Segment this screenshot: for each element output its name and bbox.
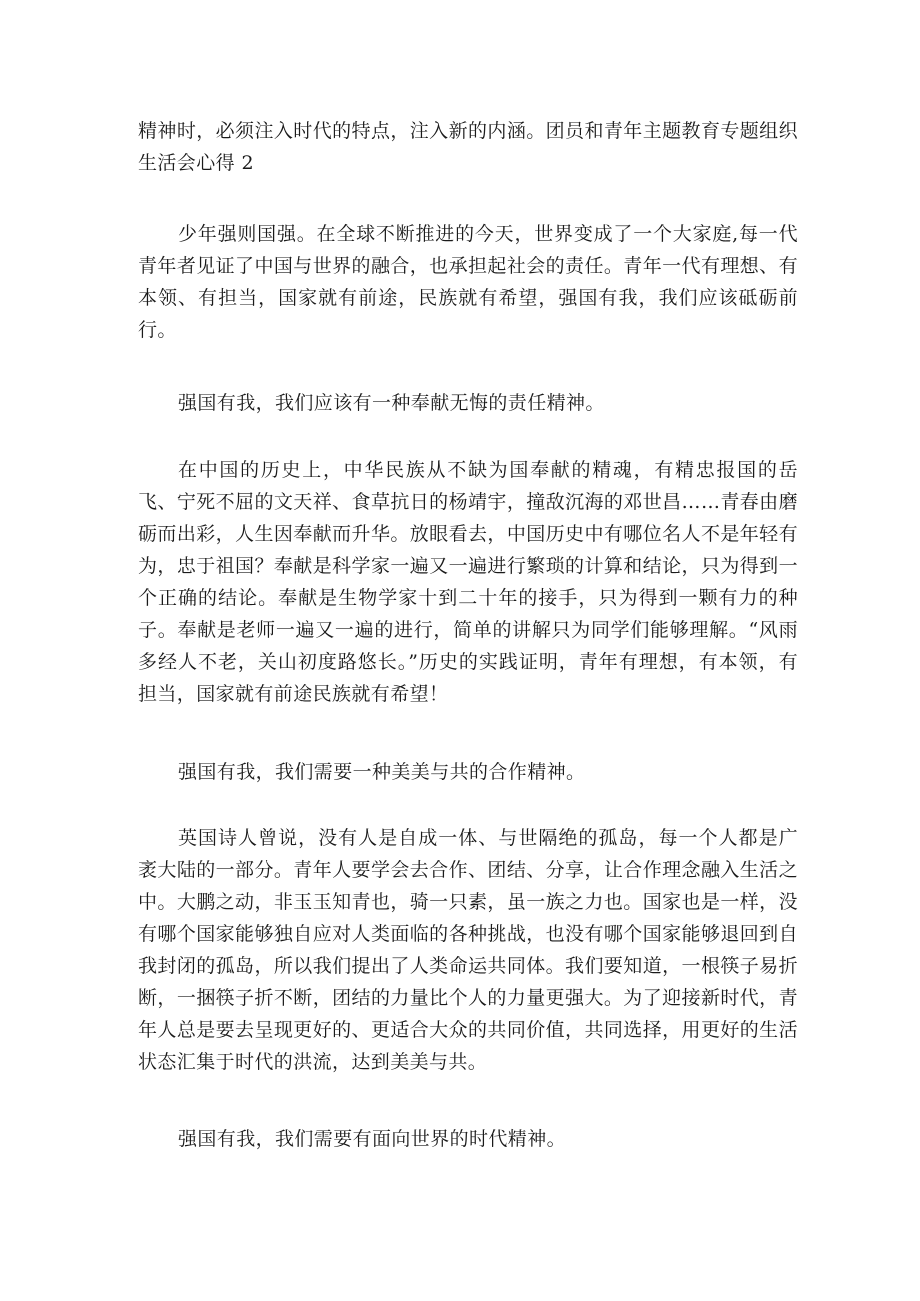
paragraph-intro: 少年强则国强。在全球不断推进的今天，世界变成了一个大家庭,每一代青年者见证了中国与世界的融合，也承担起社会的责任。青年一代有理想、有本领、有担当，国家就有前途，民族就有希望，强国有我，我们应该砥砺前行。 — [138, 223, 798, 341]
heading-era-spirit: 强国有我，我们需要有面向世界的时代精神。 — [178, 1128, 567, 1150]
heading-responsibility-spirit: 强国有我，我们应该有一种奉献无悔的责任精神。 — [178, 392, 605, 414]
paragraph-cooperation: 英国诗人曾说，没有人是自成一体、与世隔绝的孤岛，每一个人都是广袤大陆的一部分。青年人要学会去合作、团结、分享，让合作理念融入生活之中。大鹏之动，非玉玉知青也，骑一只素，虽一族之力也。国家也是一样，没有哪个国家能够独自应对人类面临的各种挑战，也没有哪个国家能够退回到自我封闭的孤岛，所以我们提出了人类命运共同体。我们要知道，一根筷子易折断，一捆筷子折不断，团结的力量比个人的力量更强大。为了迎接新时代，青年人总是要去呈现更好的、更适合大众的共同价值，共同选择，用更好的生活状态汇集于时代的洪流，达到美美与共。 — [138, 827, 798, 1073]
heading-cooperation-spirit: 强国有我，我们需要一种美美与共的合作精神。 — [178, 761, 586, 783]
paragraph-continuation: 精神时，必须注入时代的特点，注入新的内涵。团员和青年主题教育专题组织生活会心得 2 — [138, 120, 798, 174]
paragraph-dedication-history: 在中国的历史上，中华民族从不缺为国奉献的精魂，有精忠报国的岳飞、宁死不屈的文天祥、食草抗日的杨靖宇，撞敌沉海的邓世昌……青春由磨砺而出彩，人生因奉献而升华。放眼看去，中国历史中有哪位名人不是年轻有为，忠于祖国？奉献是科学家一遍又一遍进行繁琐的计算和结论，只为得到一个正确的结论。奉献是生物学家十到二十年的接手，只为得到一颗有力的种子。奉献是老师一遍又一遍的进行，简单的讲解只为同学们能够理解。“风雨多经人不老，关山初度路悠长。”历史的实践证明，青年有理想，有本领，有担当，国家就有前途民族就有希望！ — [138, 459, 798, 705]
